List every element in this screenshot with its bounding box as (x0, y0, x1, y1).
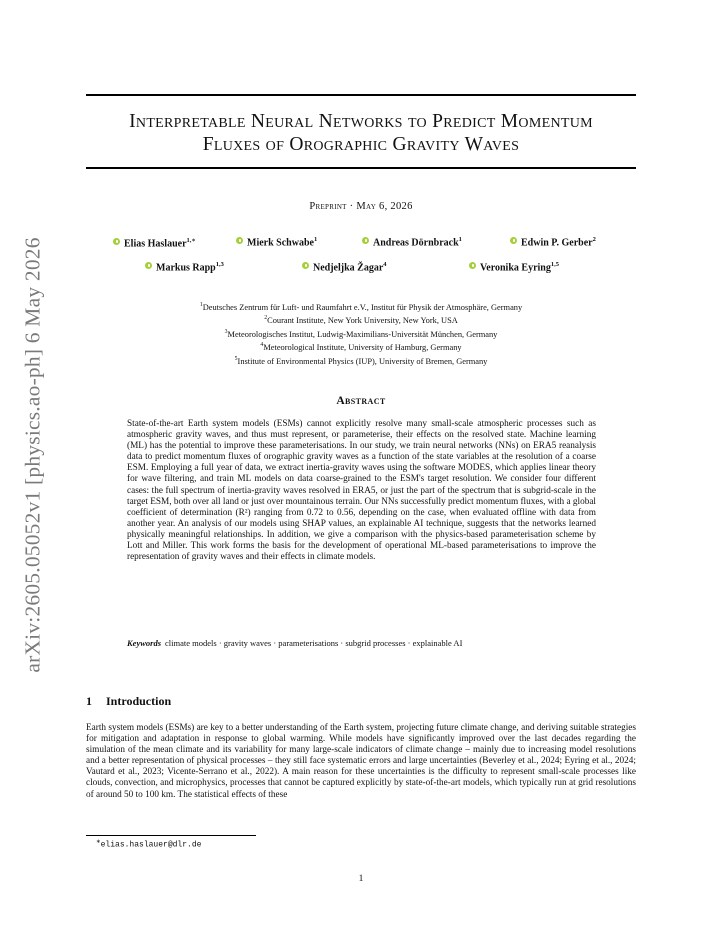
author-name: Markus Rapp (156, 262, 216, 274)
keywords (127, 638, 462, 648)
footnote (96, 839, 201, 850)
orcid-icon[interactable] (113, 238, 120, 245)
affiliation: $^4$Meteorological Institute, University of Hamburg, Germany (260, 342, 462, 352)
orcid-icon[interactable] (510, 237, 517, 244)
author-name: Nedjeljka Žagar (313, 262, 384, 274)
abstract-body: State-of-the-art Earth system models (ESMs) cannot explicitly resolve many small-scale atmospheric processes such as atmospheric gravity waves, and thus must represent, or parameterise, their effects on the resolved state. Machine learning (ML) has the potential to improve these parameterisations. In our study, we train neural networks (NNs) on ERA5 reanalysis data to predict momentum fluxes of orographic gravity waves as a function of the state variables at the resolution of a coarse ESM. Employing a full year of data, we extract inertia-gravity waves using the software MODES, which applies linear theory for wave filtering, and train ML models on data coarse-grained to the ESM's target resolution. We consider four different cases: the full spectrum of inertia-gravity waves resolved in ERA5, or just the part of the spectrum that is subgrid-scale in the target ESM, both over all land or just over mountainous terrain. Our NNs successfully predict momentum fluxes, with a global coefficient of determination (R²) ranging from 0.72 to 0.56, depending on the case, when evaluated offline with data from another year. An analysis of our models using SHAP values, an explainable AI technique, suggests that the networks learned physically meaningful relationships. In addition, we give a comparison with the physics-based parameterisation scheme by Lott and Miller. This work forms the basis for the development of operational ML-based parameterisations to improve the representation of gravity waves and their effects in climate models. (127, 419, 596, 563)
author-affiliation-marks: 1,5 (550, 261, 559, 268)
footnote-rule (86, 835, 256, 836)
orcid-icon[interactable] (362, 237, 369, 244)
author-name: Mierk Schwabe (247, 237, 314, 249)
arxiv-sidebar (18, 230, 48, 680)
affiliations (86, 300, 636, 367)
author-affiliation-marks: 1 (313, 236, 318, 243)
author (362, 236, 462, 248)
orcid-icon[interactable] (469, 262, 476, 269)
author (145, 261, 224, 273)
paper-title (86, 110, 636, 156)
author-name: Edwin P. Gerber (521, 237, 593, 249)
author-name: Veronika Eyring (480, 262, 551, 274)
section-number: 1 (86, 694, 92, 708)
preprint-date: Preprint · May 6, 2026 (309, 201, 413, 212)
title-top-rule (86, 94, 636, 96)
affiliation: $^1$Deutsches Zentrum für Luft- und Raumfahrt e.V., Institut für Physik der Atmosphäre, Germany (199, 302, 523, 312)
author-name: Andreas Dörnbrack (373, 237, 459, 249)
author (302, 261, 387, 273)
orcid-icon[interactable] (236, 237, 243, 244)
author (510, 236, 596, 248)
section-heading (86, 694, 171, 709)
author (469, 261, 559, 273)
introduction-paragraph: Earth system models (ESMs) are key to a better understanding of the Earth system, projecting future climate change, and deriving suitable strategies for mitigation and adaptation in response to global warming. While models have significantly improved over the last decades regarding the simulation of the mean climate and its variability for many large-scale indicators of climate change – mainly due to increasing model resolutions and a better representation of physical processes – they still face systematic errors and large uncertainties (Beverley et al., 2024; Eyring et al., 2024; Vautard et al., 2023; Vicente-Serrano et al., 2022). A main reason for these uncertainties is the difficulty to represent small-scale processes like clouds, convection, and microphysics, processes that cannot be captured explicitly by state-of-the-art models, which typically run at grid resolutions of around 50 to 100 km. The statistical effects of these (86, 723, 636, 800)
author-affiliation-marks: 1,∗ (186, 237, 196, 244)
author-affiliation-marks: 2 (592, 236, 596, 243)
author-name: Elias Haslauer (124, 238, 187, 250)
section-title: Introduction (106, 694, 172, 708)
title-bottom-rule (86, 167, 636, 169)
abstract-heading: Abstract (336, 395, 386, 407)
footnote-mark: ∗ (96, 839, 101, 845)
author-affiliation-marks: 1 (458, 236, 462, 243)
keywords-list: climate models · gravity waves · parameterisations · subgrid processes · explainable AI (165, 638, 463, 648)
author (236, 236, 317, 248)
arxiv-identifier: arXiv:2605.05052v1 [physics.ao-ph] 6 May 2026 (20, 237, 45, 673)
affiliation: $^3$Meteorologisches Institut, Ludwig-Maximilians-Universität München, Germany (224, 328, 498, 339)
keywords-label: Keywords (127, 638, 161, 648)
orcid-icon[interactable] (302, 262, 309, 269)
title-line-2: Fluxes of Orographic Gravity Waves (202, 134, 520, 155)
corresponding-email[interactable]: elias.haslauer@dlr.de (100, 840, 202, 850)
author (113, 236, 196, 249)
affiliation: $^5$Institute of Environmental Physics (IUP), University of Bremen, Germany (234, 355, 488, 366)
affiliation: $^2$Courant Institute, New York University, New York, USA (264, 315, 458, 326)
title-line-1: Interpretable Neural Networks to Predict Momentum (129, 111, 593, 132)
page-number: 1 (358, 874, 364, 884)
orcid-icon[interactable] (145, 262, 152, 269)
author-affiliation-marks: 4 (383, 261, 387, 268)
author-affiliation-marks: 1,3 (215, 261, 224, 268)
